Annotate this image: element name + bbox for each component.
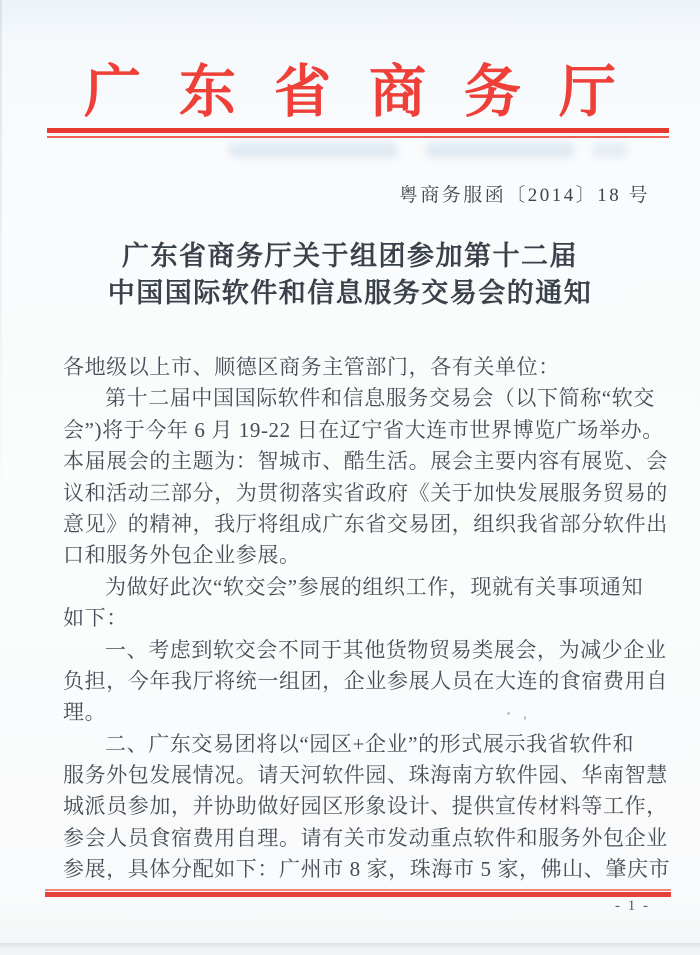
agency-letterhead-title: 广东省商务厅 <box>84 61 654 124</box>
header-rule-thin <box>47 136 669 138</box>
body-line: 如下： <box>63 606 128 631</box>
body-line: 城派员参加，并协助做好园区形象设计、提供宣传材料等工作， <box>63 794 668 819</box>
ink-bleed-through <box>592 143 628 158</box>
notice-title-line1: 广东省商务厅关于组团参加第十二届 <box>122 241 578 271</box>
body-line: 本届展会的主题为：智城市、酷生活。展会主要内容有展览、会 <box>63 449 668 474</box>
page-number: - 1 - <box>615 898 650 914</box>
body-line: 理。 <box>63 700 107 725</box>
body-line: 服务外包发展情况。请天河软件园、珠海南方软件园、华南智慧 <box>63 763 668 788</box>
body-line: 一、考虑到软交会不同于其他货物贸易类展会，为减少企业 <box>105 637 667 662</box>
body-line: 第十二届中国国际软件和信息服务交易会（以下简称“软交 <box>105 386 655 411</box>
ink-bleed-through <box>228 143 398 158</box>
body-line: 会”)将于今年 6 月 19-22 日在辽宁省大连市世界博览广场举办。 <box>63 417 664 442</box>
body-line: 二、广东交易团将以“园区+企业”的形式展示我省软件和 <box>105 731 635 756</box>
ink-bleed-through <box>425 143 575 158</box>
body-line: 参会人员食宿费用自理。请有关市发动重点软件和服务外包企业 <box>63 825 668 850</box>
scan-speck <box>507 712 510 715</box>
header-rule-thick <box>47 128 669 133</box>
body-line: 口和服务外包企业参展。 <box>63 543 301 568</box>
document-reference-number: 粤商务服函〔2014〕18 号 <box>398 185 650 206</box>
body-line: 参展，具体分配如下：广州市 8 家，珠海市 5 家，佛山、肇庆市 <box>63 857 671 882</box>
body-line: 负担，今年我厅将统一组团，企业参展人员在大连的食宿费用自 <box>63 668 668 693</box>
body-text <box>63 352 671 886</box>
scan-speck <box>524 716 526 720</box>
footer-rule-thin <box>45 889 671 891</box>
body-line: 为做好此次“软交会”参展的组织工作，现就有关事项通知 <box>105 574 644 599</box>
footer-rule-thick <box>45 892 671 897</box>
body-line: 各地级以上市、顺德区商务主管部门，各有关单位： <box>63 355 560 379</box>
body-line: 议和活动三部分，为贯彻落实省政府《关于加快发展服务贸易的 <box>63 480 668 505</box>
scan-bottom-edge <box>0 943 700 949</box>
notice-title <box>0 238 700 312</box>
notice-title-line2: 中国国际软件和信息服务交易会的通知 <box>107 278 593 308</box>
body-line: 意见》的精神，我厅将组成广东省交易团，组织我省部分软件出 <box>63 511 668 536</box>
